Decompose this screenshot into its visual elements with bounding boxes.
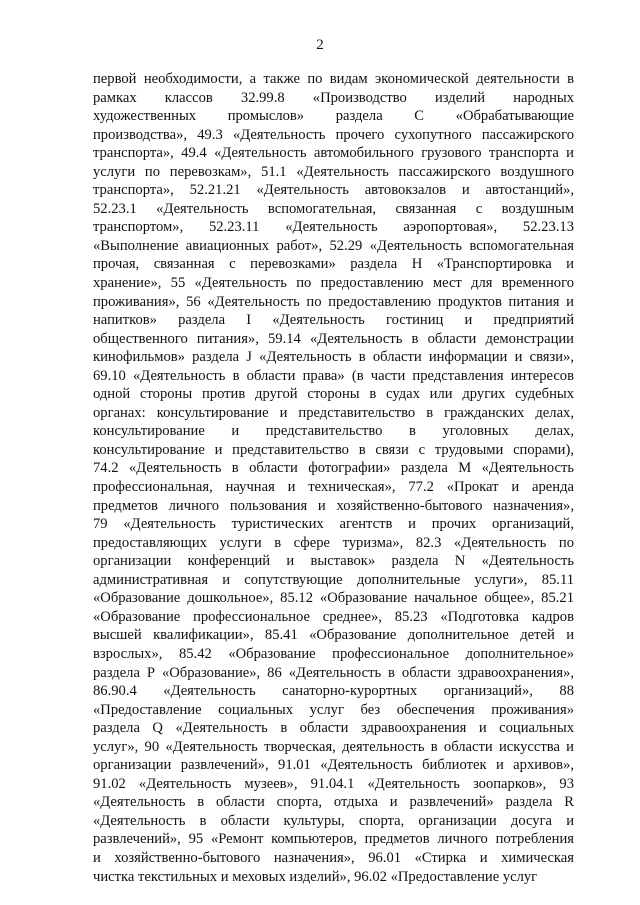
- text-line: напитков» раздела I «Деятельность гостиниц и предприятий: [93, 312, 574, 329]
- text-line: консультирование и представительство в связи с трудовыми спорами),: [93, 441, 574, 458]
- text-line: предметов личного пользования и хозяйственно-бытового назначения»,: [93, 497, 574, 514]
- text-line: транспорта», 52.21.21 «Деятельность автовокзалов и автостанций»,: [93, 182, 574, 199]
- text-line: чистка текстильных и меховых изделий», 96.02 «Предоставление услуг: [93, 868, 538, 885]
- text-line: раздела Q «Деятельность в области здравоохранения и социальных: [93, 720, 574, 737]
- text-line: 52.23.1 «Деятельность вспомогательная, связанная с воздушным: [93, 200, 574, 217]
- text-line: «Образование дошкольное», 85.12 «Образование начальное общее», 85.21: [93, 590, 574, 607]
- text-line: развлечений», 95 «Ремонт компьютеров, предметов личного потребления: [93, 831, 574, 848]
- text-line: проживания», 56 «Деятельность по предоставлению продуктов питания и: [93, 293, 574, 310]
- text-line: высшей квалификации», 85.41 «Образование дополнительное детей и: [93, 627, 574, 644]
- text-line: «Предоставление социальных услуг без обеспечения проживания»: [93, 701, 574, 718]
- text-line: предоставляющих услуги в сфере туризма», 82.3 «Деятельность по: [93, 534, 574, 551]
- text-line: услуг», 90 «Деятельность творческая, деятельность в области искусства и: [93, 738, 574, 755]
- text-line: раздела Р «Образование», 86 «Деятельность в области здравоохранения»,: [93, 664, 574, 681]
- text-line: 91.02 «Деятельность музеев», 91.04.1 «Деятельность зоопарков», 93: [93, 775, 574, 792]
- text-line: одной стороны против другой стороны в судах или других судебных: [93, 386, 574, 403]
- text-line: административная и сопутствующие дополнительные услуги», 85.11: [93, 571, 574, 588]
- text-line: 79 «Деятельность туристических агентств и прочих организаций,: [93, 516, 574, 533]
- text-line: организации конференций и выставок» раздела N «Деятельность: [93, 553, 574, 570]
- text-line: производства», 49.3 «Деятельность прочего сухопутного пассажирского: [93, 126, 574, 143]
- text-line: 74.2 «Деятельность в области фотографии» раздела М «Деятельность: [93, 460, 574, 477]
- text-line: первой необходимости, а также по видам экономической деятельности в: [93, 71, 574, 87]
- text-line: органах: консультирование и представительство в гражданских делах,: [93, 404, 574, 421]
- text-line: хранение», 55 «Деятельность по предоставлению мест для временного: [93, 275, 574, 292]
- text-line: консультирование и представительство в уголовных делах,: [93, 423, 574, 440]
- text-line: услуги по перевозкам», 51.1 «Деятельность пассажирского воздушного: [93, 163, 574, 180]
- text-line: и хозяйственно-бытового назначения», 96.01 «Стирка и химическая: [93, 849, 574, 866]
- text-line: транспортом», 52.23.11 «Деятельность аэропортовая», 52.23.13: [93, 219, 574, 236]
- text-line: рамках классов 32.99.8 «Производство изделий народных: [93, 89, 574, 106]
- text-line: «Деятельность в области культуры, спорта, организации досуга и: [93, 812, 574, 829]
- page-number: 2: [316, 37, 324, 53]
- text-line: «Образование профессиональное среднее», 85.23 «Подготовка кадров: [93, 608, 574, 625]
- document-body: [93, 70, 574, 886]
- text-line: транспорта», 49.4 «Деятельность автомобильного грузового транспорта и: [93, 145, 574, 162]
- text-line: организации развлечений», 91.01 «Деятельность библиотек и архивов»,: [93, 757, 574, 774]
- text-line: 69.10 «Деятельность в области права» (в части представления интересов: [93, 367, 574, 384]
- text-line: кинофильмов» раздела J «Деятельность в области информации и связи»,: [93, 349, 574, 366]
- text-line: профессиональная, научная и техническая», 77.2 «Прокат и аренда: [93, 479, 574, 496]
- text-line: общественного питания», 59.14 «Деятельность в области демонстрации: [93, 330, 574, 347]
- text-line: «Деятельность в области спорта, отдыха и развлечений» раздела R: [93, 794, 574, 811]
- text-line: художественных промыслов» раздела С «Обрабатывающие: [93, 108, 574, 125]
- text-line: взрослых», 85.42 «Образование профессиональное дополнительное»: [93, 645, 574, 662]
- text-line: 86.90.4 «Деятельность санаторно-курортных организаций», 88: [93, 683, 574, 700]
- text-line: «Выполнение авиационных работ», 52.29 «Деятельность вспомогательная: [93, 237, 574, 254]
- text-line: прочая, связанная с перевозками» раздела Н «Транспортировка и: [93, 256, 574, 273]
